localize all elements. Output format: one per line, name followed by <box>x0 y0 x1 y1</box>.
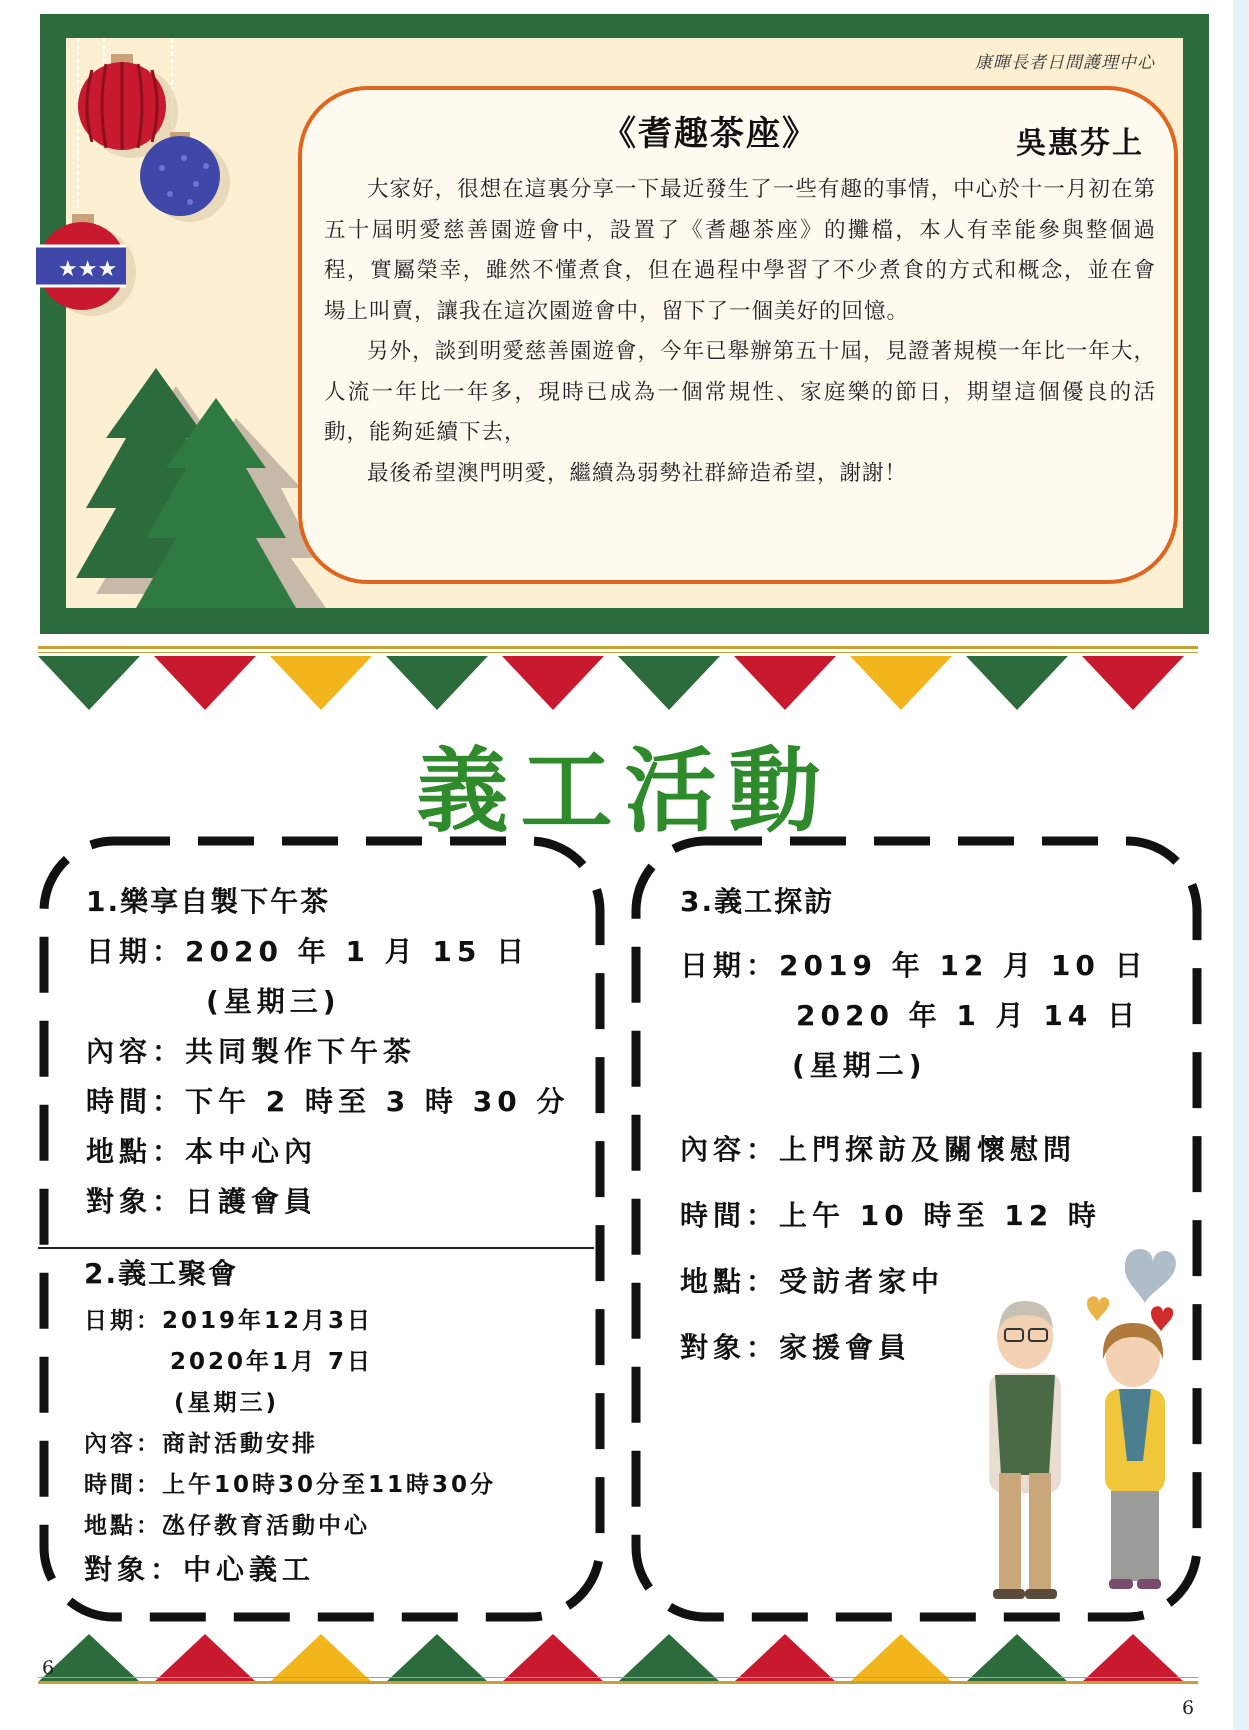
date-value: 2019年12月3日 <box>162 1308 374 1334</box>
date-label: 日期： <box>84 1308 162 1334</box>
ornaments-illustration <box>58 38 296 598</box>
activity-1-date <box>86 930 569 970</box>
bunting-flag-icon <box>270 1634 372 1682</box>
article-bubble <box>298 86 1178 584</box>
article-title: 《耆趣茶座》 <box>602 114 818 154</box>
bunting-flag-icon <box>270 656 372 710</box>
date-label: 日期： <box>86 935 186 968</box>
activity-3-place: 地點：受訪者家中 <box>680 1265 945 1298</box>
activity-1-place: 地點：本中心內 <box>86 1135 318 1168</box>
activity-1-target: 對象：日護會員 <box>86 1185 318 1218</box>
article-paragraph: 最後希望澳門明愛，繼續為弱勢社群締造希望，謝謝！ <box>367 460 908 486</box>
bunting-flag-icon <box>38 656 140 710</box>
article-card-inner <box>58 38 1183 608</box>
org-name: 康暉長者日間護理中心 <box>975 53 1155 73</box>
bunting-top <box>38 656 1198 716</box>
article-paragraph: 大家好，很想在這裏分享一下最近發生了一些有趣的事情，中心於十一月初在第五十屆明愛慈善園遊會中，設置了《耆趣茶座》的攤檔，本人有幸能參與整個過程，實屬榮幸，雖然不懂煮食，但在過程中學習了不少煮食的方式和概念，並在會場上叫賣，讓我在這次園遊會中，留下了一個美好的回憶。 <box>324 177 1156 324</box>
activity-2-date <box>84 1302 496 1335</box>
activity-2-weekday: (星期三) <box>174 1390 280 1416</box>
bunting-flag-icon <box>1082 656 1184 710</box>
bunting-flag-icon <box>850 1634 952 1682</box>
activity-3-weekday: (星期二) <box>792 1049 927 1082</box>
bunting-flag-icon <box>502 656 604 710</box>
bunting-flag-icon <box>154 1634 256 1682</box>
bunting-flag-icon <box>850 656 952 710</box>
bunting-flag-icon <box>1082 1634 1184 1682</box>
page-number-right: 6 <box>1182 1697 1195 1719</box>
bunting-flag-icon <box>154 656 256 710</box>
activity-2-content: 內容：商討活動安排 <box>84 1431 318 1457</box>
activity-2-target: 對象：中心義工 <box>84 1553 316 1586</box>
page-number-left: 6 <box>42 1657 55 1679</box>
elderly-couple-illustration <box>975 1225 1195 1615</box>
bunting-flag-icon <box>386 656 488 710</box>
bunting-flag-icon <box>734 1634 836 1682</box>
activity-3-title: 3.義工探訪 <box>680 885 835 918</box>
date-label: 日期： <box>680 949 780 982</box>
activity-3-date2: 2020 年 1 月 14 日 <box>796 999 1141 1032</box>
activity-1-weekday: (星期三) <box>206 985 341 1018</box>
hearts-icon <box>1087 1249 1176 1331</box>
activity-2-time: 時間：上午10時30分至11時30分 <box>84 1472 497 1498</box>
activity-3-target: 對象：家援會員 <box>680 1331 912 1364</box>
gold-divider <box>38 1681 1198 1684</box>
bunting-flag-icon <box>502 1634 604 1682</box>
pine-trees-icon <box>76 368 326 608</box>
activity-2-title: 2.義工聚會 <box>84 1257 239 1290</box>
page-edge-strip <box>1233 0 1249 1730</box>
article-paragraph: 另外，談到明愛慈善園遊會，今年已舉辦第五十屆，見證著規模一年比一年大，人流一年比一年多，現時已成為一個常規性、家庭樂的節日，期望這個優良的活動，能夠延續下去， <box>324 339 1156 445</box>
elderly-man-icon <box>989 1301 1061 1599</box>
bunting-flag-icon <box>966 1634 1068 1682</box>
article-author: 吳惠芬上 <box>1016 126 1144 161</box>
gold-divider-thin <box>38 1677 1198 1678</box>
section-title: 義工活動 <box>416 737 833 845</box>
gold-divider-thin <box>38 652 1198 653</box>
activity-2 <box>84 1252 496 1588</box>
article-card <box>40 14 1209 634</box>
activity-2-place: 地點：氹仔教育活動中心 <box>84 1513 370 1539</box>
bunting-flag-icon <box>386 1634 488 1682</box>
star-ornament-icon <box>36 214 136 316</box>
date-value: 2019 年 12 月 10 日 <box>779 949 1148 982</box>
activity-3-time: 時間：上午 10 時至 12 時 <box>680 1199 1101 1232</box>
date-value: 2020 年 1 月 15 日 <box>185 935 530 968</box>
activity-divider <box>38 1247 594 1249</box>
bunting-flag-icon <box>966 656 1068 710</box>
elderly-woman-icon <box>1103 1323 1165 1589</box>
activity-1-time: 時間：下午 2 時至 3 時 30 分 <box>86 1085 570 1118</box>
bunting-flag-icon <box>618 1634 720 1682</box>
activity-1-content: 內容：共同製作下午茶 <box>86 1035 417 1068</box>
activity-3-content: 內容：上門探訪及關懷慰問 <box>680 1133 1077 1166</box>
activity-2-date2: 2020年1月 7日 <box>170 1349 374 1375</box>
gold-divider <box>38 646 1198 649</box>
activity-3-date <box>680 944 1148 984</box>
activity-1 <box>86 880 569 1220</box>
activity-1-title: 1.樂享自製下午茶 <box>86 885 331 918</box>
bunting-bottom <box>38 1628 1198 1688</box>
bunting-flag-icon <box>734 656 836 710</box>
svg-text:★★★: ★★★ <box>58 257 118 282</box>
bunting-flag-icon <box>618 656 720 710</box>
article-body <box>324 170 1156 494</box>
